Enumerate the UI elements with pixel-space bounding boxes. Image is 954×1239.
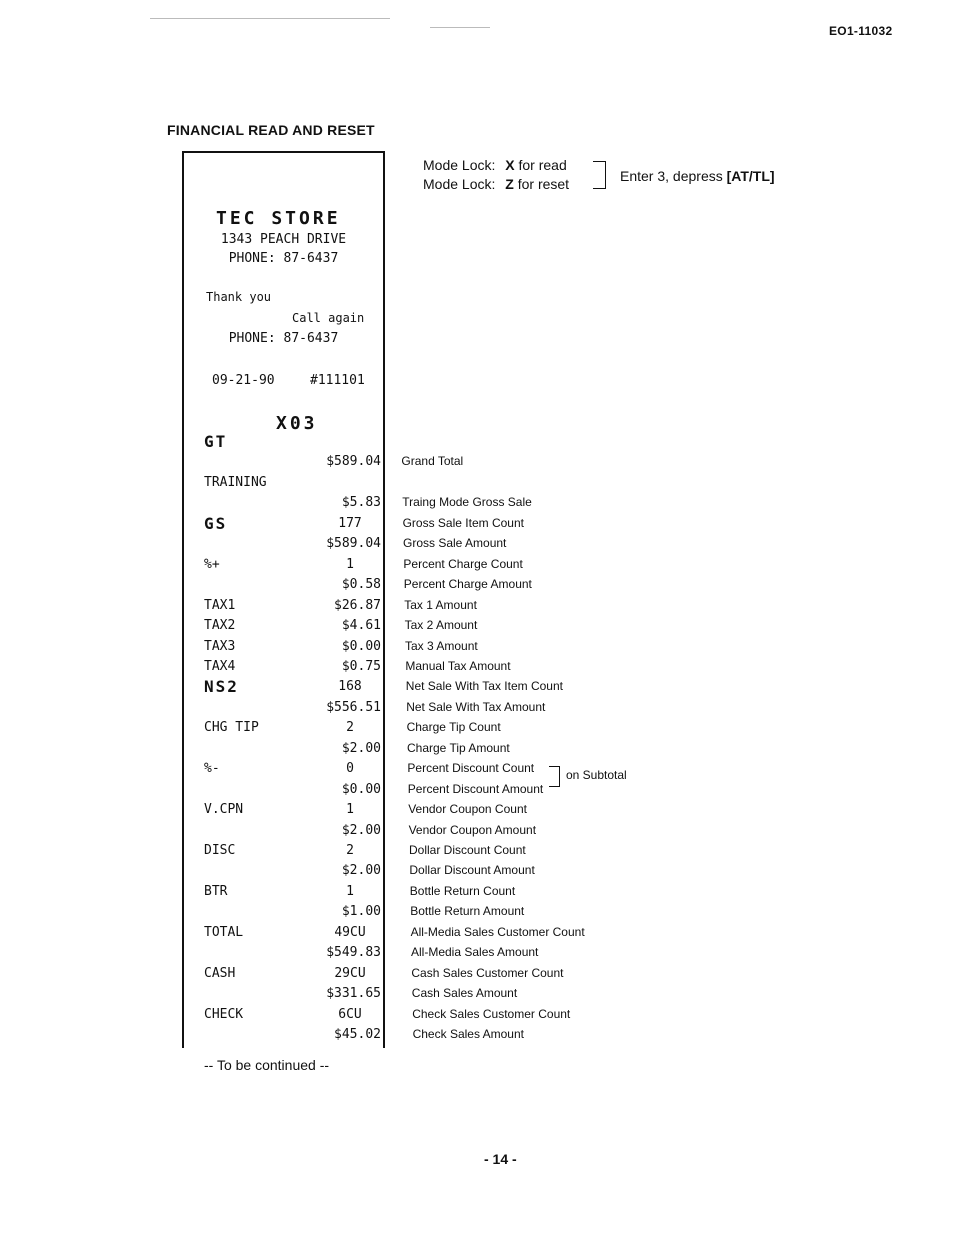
receipt-row-label: V.CPN <box>204 802 244 818</box>
receipt-row-value: $589.04 <box>326 454 381 470</box>
row-description: Vendor Coupon Amount <box>408 822 537 837</box>
scan-artifact <box>430 27 490 28</box>
receipt-row-label: %+ <box>204 556 220 572</box>
receipt-row-count: 177 <box>338 515 362 531</box>
row-description: Net Sale With Tax Item Count <box>405 679 563 694</box>
receipt-row-label: TRAINING <box>204 474 267 490</box>
row-description: Manual Tax Amount <box>405 658 511 673</box>
receipt-row-value: $0.00 <box>341 638 381 654</box>
store-phone: PHONE: 87-6437 <box>228 251 339 266</box>
row-description: Percent Discount Amount <box>407 781 544 796</box>
receipt-row-count: 0 <box>346 761 354 777</box>
receipt-row-value: $549.83 <box>326 945 381 961</box>
row-description: Gross Sale Item Count <box>402 515 524 530</box>
receipt-row-label: BTR <box>204 883 228 899</box>
receipt-row-count: 29CU <box>334 965 366 981</box>
row-description: Traing Mode Gross Sale <box>402 495 532 510</box>
receipt-row-value: $0.75 <box>341 658 381 674</box>
thank-you-message: Thank you <box>206 290 272 304</box>
section-title: FINANCIAL READ AND RESET <box>167 122 375 138</box>
receipt-row-count: 1 <box>346 802 354 818</box>
row-description: All-Media Sales Customer Count <box>410 924 585 939</box>
row-description: Vendor Coupon Count <box>408 802 527 817</box>
row-description: Check Sales Amount <box>412 1027 524 1042</box>
row-description: Charge Tip Amount <box>407 740 510 755</box>
receipt-row-label: TAX3 <box>204 638 236 654</box>
row-description: Dollar Discount Amount <box>409 863 535 878</box>
row-description: Bottle Return Amount <box>410 904 525 919</box>
mode-key-z: Z <box>505 176 514 192</box>
page-number: - 14 - <box>484 1151 517 1167</box>
receipt-row-value: $0.00 <box>341 781 381 797</box>
store-name: TEC STORE <box>216 208 341 229</box>
row-description: Percent Discount Count <box>407 761 535 776</box>
receipt-row-label: GT <box>204 432 228 451</box>
receipt-row-value: $0.58 <box>341 577 381 593</box>
row-description: Percent Charge Amount <box>403 577 532 592</box>
row-description: All-Media Sales Amount <box>411 945 539 960</box>
receipt-row-value: $5.83 <box>341 495 381 511</box>
receipt-row-value: $26.87 <box>334 597 381 613</box>
receipt-row-value: $331.65 <box>326 986 381 1002</box>
receipt-row-value: $2.00 <box>341 863 381 879</box>
store-phone-bottom: PHONE: 87-6437 <box>228 331 339 346</box>
row-description: Cash Sales Amount <box>411 986 518 1001</box>
receipt-row-label: CHECK <box>204 1006 244 1022</box>
discount-note: on Subtotal <box>566 768 627 782</box>
instruction-key: [AT/TL] <box>726 168 775 184</box>
row-description: Tax 2 Amount <box>404 618 478 633</box>
receipt-row-count: 2 <box>346 843 354 858</box>
row-description: Tax 1 Amount <box>404 597 477 612</box>
receipt-row-value: $2.00 <box>341 822 381 838</box>
receipt-row-value: $45.02 <box>334 1027 381 1043</box>
receipt-row-label: CHG TIP <box>204 720 259 736</box>
receipt-row-label: TAX1 <box>204 597 236 613</box>
receipt-row-count: 1 <box>346 556 354 572</box>
receipt-row-count: 6CU <box>338 1006 362 1022</box>
mode-read-text: for read <box>518 157 567 173</box>
receipt-row-count: 1 <box>346 883 354 899</box>
scan-artifact <box>150 18 390 19</box>
receipt-row-value: $589.04 <box>326 536 381 552</box>
receipt-row-value: $2.00 <box>341 740 381 756</box>
receipt-row-label: TAX4 <box>204 658 236 674</box>
mode-lock-block <box>423 157 569 195</box>
row-description: Bottle Return Count <box>409 883 516 898</box>
receipt-row-label: DISC <box>204 843 236 858</box>
row-description: Grand Total <box>401 454 464 469</box>
row-description: Net Sale With Tax Amount <box>406 699 546 714</box>
mode-instruction <box>620 168 775 184</box>
mode-reset-text: for reset <box>517 176 570 192</box>
receipt-row-label: CASH <box>204 965 236 981</box>
receipt <box>182 151 385 1048</box>
bracket-icon <box>593 161 606 189</box>
instruction-text: Enter 3, depress <box>620 168 723 184</box>
row-description: Tax 3 Amount <box>405 638 478 653</box>
receipt-row-label: TOTAL <box>204 924 244 940</box>
mode-key-x: X <box>505 157 515 173</box>
mode-lock-label: Mode Lock: <box>423 157 496 173</box>
receipt-row-label: %- <box>204 761 220 777</box>
mode-lock-reset-line <box>423 176 569 195</box>
receipt-row-label: NS2 <box>204 677 239 697</box>
row-description: Check Sales Customer Count <box>412 1006 571 1021</box>
store-address: 1343 PEACH DRIVE <box>220 232 347 247</box>
receipt-number: #111101 <box>310 373 365 388</box>
receipt-row-label: GS <box>204 513 228 533</box>
receipt-row-count: 49CU <box>334 924 366 940</box>
document-id: EO1-11032 <box>829 24 893 38</box>
receipt-row-label: TAX2 <box>204 618 236 634</box>
bracket-icon <box>549 766 560 787</box>
report-code: X03 <box>276 413 318 434</box>
row-description: Dollar Discount Count <box>409 843 526 857</box>
receipt-date: 09-21-90 <box>212 373 275 388</box>
row-description: Charge Tip Count <box>406 720 501 735</box>
continued-note: -- To be continued -- <box>204 1057 330 1073</box>
row-description: Gross Sale Amount <box>403 536 507 551</box>
receipt-row-count: 2 <box>346 720 354 736</box>
mode-lock-read-line <box>423 157 569 176</box>
receipt-row-value: $1.00 <box>341 904 381 920</box>
row-description: Percent Charge Count <box>403 556 523 571</box>
call-again-message: Call again <box>292 311 365 325</box>
mode-lock-label: Mode Lock: <box>423 176 496 192</box>
receipt-row-value: $556.51 <box>326 699 381 715</box>
receipt-row-count: 168 <box>338 679 362 695</box>
receipt-row-value: $4.61 <box>341 618 381 634</box>
row-description: Cash Sales Customer Count <box>411 965 564 980</box>
